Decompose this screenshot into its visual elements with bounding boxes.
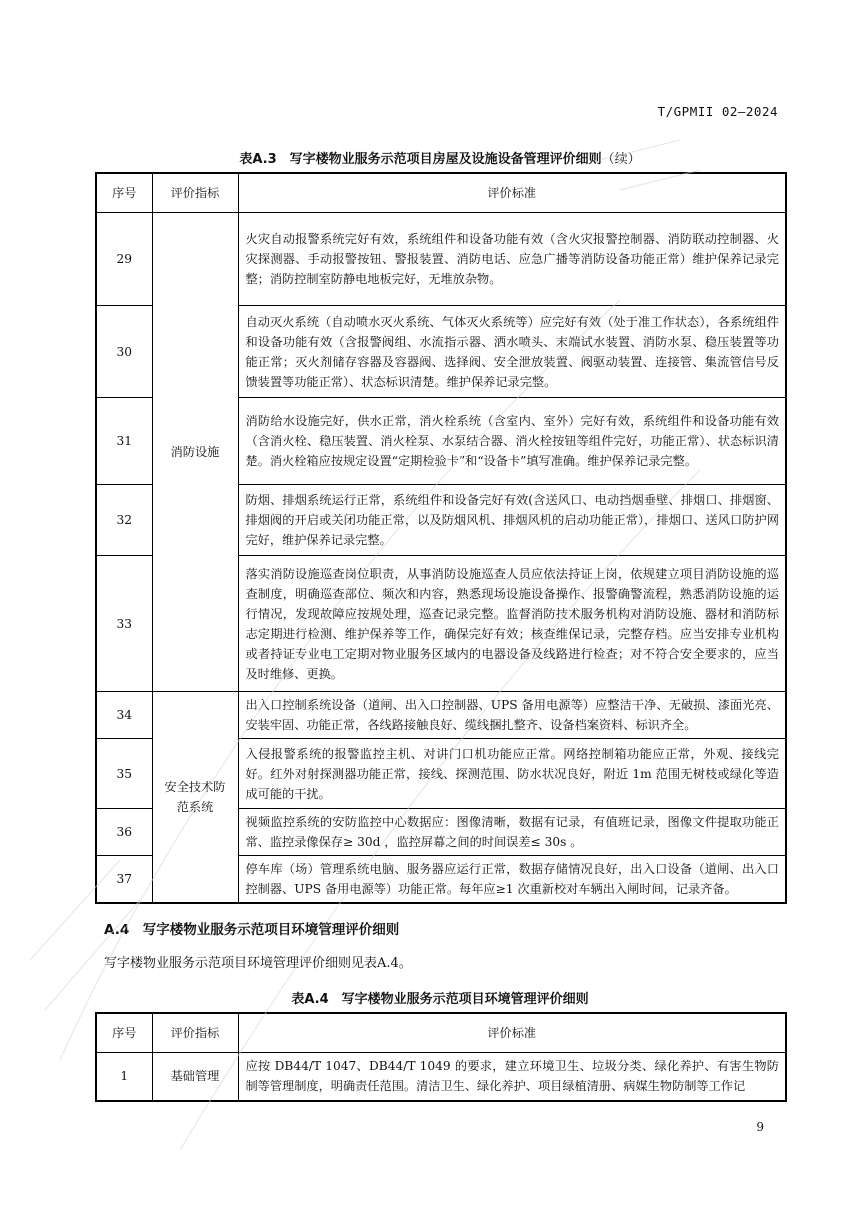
section-intro: 写字楼物业服务示范项目环境管理评价细则见表A.4。 — [104, 956, 412, 971]
header-criteria: 评价标准 — [238, 1013, 786, 1053]
table-a3 — [95, 172, 787, 904]
header-no: 序号 — [96, 1013, 152, 1053]
table-a3-caption — [95, 148, 785, 167]
row-number: 30 — [96, 306, 152, 398]
row-number: 34 — [96, 692, 152, 739]
criteria-cell: 自动灭火系统（自动喷水灭火系统、气体灭火系统等）应完好有效（处于准工作状态），各系统组件和设备功能有效（含报警阀组、水流指示器、洒水喷头、末端试水装置、消防水泵、稳压装置等功能正常；灭火剂储存容器及容器阀、选择阀、安全泄放装置、阀驱动装置、连接管、集流管信号反馈装置等功能正常）、状态标识清楚。维护保养记录完整。 — [238, 306, 786, 398]
row-number: 33 — [96, 556, 152, 692]
row-number: 35 — [96, 739, 152, 809]
header-no: 序号 — [96, 173, 152, 213]
criteria-cell: 火灾自动报警系统完好有效，系统组件和设备功能有效（含火灾报警控制器、消防联动控制器、火灾探测器、手动报警按钮、警报装置、消防电话、应急广播等消防设备功能正常）维护保养记录完整；消防控制室防静电地板完好，无堆放杂物。 — [238, 213, 786, 306]
criteria-cell: 停车库（场）管理系统电脑、服务器应运行正常，数据存储情况良好，出入口设备（道闸、出入口控制器、UPS 备用电源等）功能正常。每年应≥1 次重新校对车辆出入闸时间，记录齐备。 — [238, 856, 786, 904]
header-indicator: 评价指标 — [152, 1013, 238, 1053]
table-row — [96, 1053, 786, 1101]
document-id: T/GPMII 02—2024 — [657, 104, 778, 119]
table-a3-caption-title: 表A.3 写字楼物业服务示范项目房屋及设施设备管理评价细则 — [239, 152, 602, 167]
criteria-cell: 防烟、排烟系统运行正常，系统组件和设备完好有效(含送风口、电动挡烟垂壁、排烟口、排烟窗、排烟阀的开启或关闭功能正常，以及防烟风机、排烟风机的启动功能正常），排烟口、送风口防护网完好，维护保养记录完整。 — [238, 485, 786, 556]
criteria-cell: 出入口控制系统设备（道闸、出入口控制器、UPS 备用电源等）应整洁干净、无破损、漆面光亮、安装牢固、功能正常，各线路接触良好、缆线捆扎整齐、设备档案资料、标识齐全。 — [238, 692, 786, 739]
page-number: 9 — [756, 1120, 764, 1134]
header-criteria: 评价标准 — [238, 173, 786, 213]
criteria-cell: 应按 DB44/T 1047、DB44/T 1049 的要求，建立环境卫生、垃圾分类、绿化养护、有害生物防制等管理制度，明确责任范围。清洁卫生、绿化养护、项目绿植清册、病媒生物防制等工作记 — [238, 1053, 786, 1101]
category-cell: 基础管理 — [152, 1053, 238, 1101]
table-header-row — [96, 1013, 786, 1053]
row-number: 29 — [96, 213, 152, 306]
category-cell: 安全技术防范系统 — [152, 692, 238, 904]
table-a4 — [95, 1012, 787, 1102]
table-row — [96, 213, 786, 306]
row-number: 31 — [96, 398, 152, 485]
table-row — [96, 692, 786, 739]
table-a4-caption: 表A.4 写字楼物业服务示范项目环境管理评价细则 — [291, 992, 589, 1007]
row-number: 1 — [96, 1053, 152, 1101]
criteria-cell: 视频监控系统的安防监控中心数据应：图像清晰，数据有记录，有值班记录，图像文件提取功能正常、监控录像保存≥ 30d ，监控屏幕之间的时间误差≤ 30s 。 — [238, 809, 786, 856]
header-indicator: 评价指标 — [152, 173, 238, 213]
section-heading: A.4 写字楼物业服务示范项目环境管理评价细则 — [104, 922, 400, 938]
table-a3-caption-continued: （续） — [601, 152, 641, 167]
criteria-cell: 入侵报警系统的报警监控主机、对讲门口机功能应正常。网络控制箱功能应正常，外观、接线完好。红外对射探测器功能正常，接线、探测范围、防水状况良好，附近 1m 范围无树枝或绿化等造成可能的干扰。 — [238, 739, 786, 809]
row-number: 37 — [96, 856, 152, 904]
row-number: 32 — [96, 485, 152, 556]
criteria-cell: 落实消防设施巡查岗位职责，从事消防设施巡查人员应依法持证上岗，依规建立项目消防设施的巡查制度，明确巡查部位、频次和内容，熟悉现场设施设备操作、报警确警流程，熟悉消防设施的运行情况，发现故障应按规处理，巡查记录完整。监督消防技术服务机构对消防设施、器材和消防标志定期进行检测、维护保养等工作，确保完好有效；核查维保记录，完整存档。应当安排专业机构或者持证专业电工定期对物业服务区域内的电器设备及线路进行检查；对不符合安全要求的，应当及时维修、更换。 — [238, 556, 786, 692]
row-number: 36 — [96, 809, 152, 856]
category-cell: 消防设施 — [152, 213, 238, 692]
table-header-row — [96, 173, 786, 213]
criteria-cell: 消防给水设施完好，供水正常，消火栓系统（含室内、室外）完好有效，系统组件和设备功能有效（含消火栓、稳压装置、消火栓泵、水泵结合器、消火栓按钮等组件完好，功能正常）、状态标识清楚。消火栓箱应按规定设置“定期检验卡”和“设备卡”填写准确。维护保养记录完整。 — [238, 398, 786, 485]
